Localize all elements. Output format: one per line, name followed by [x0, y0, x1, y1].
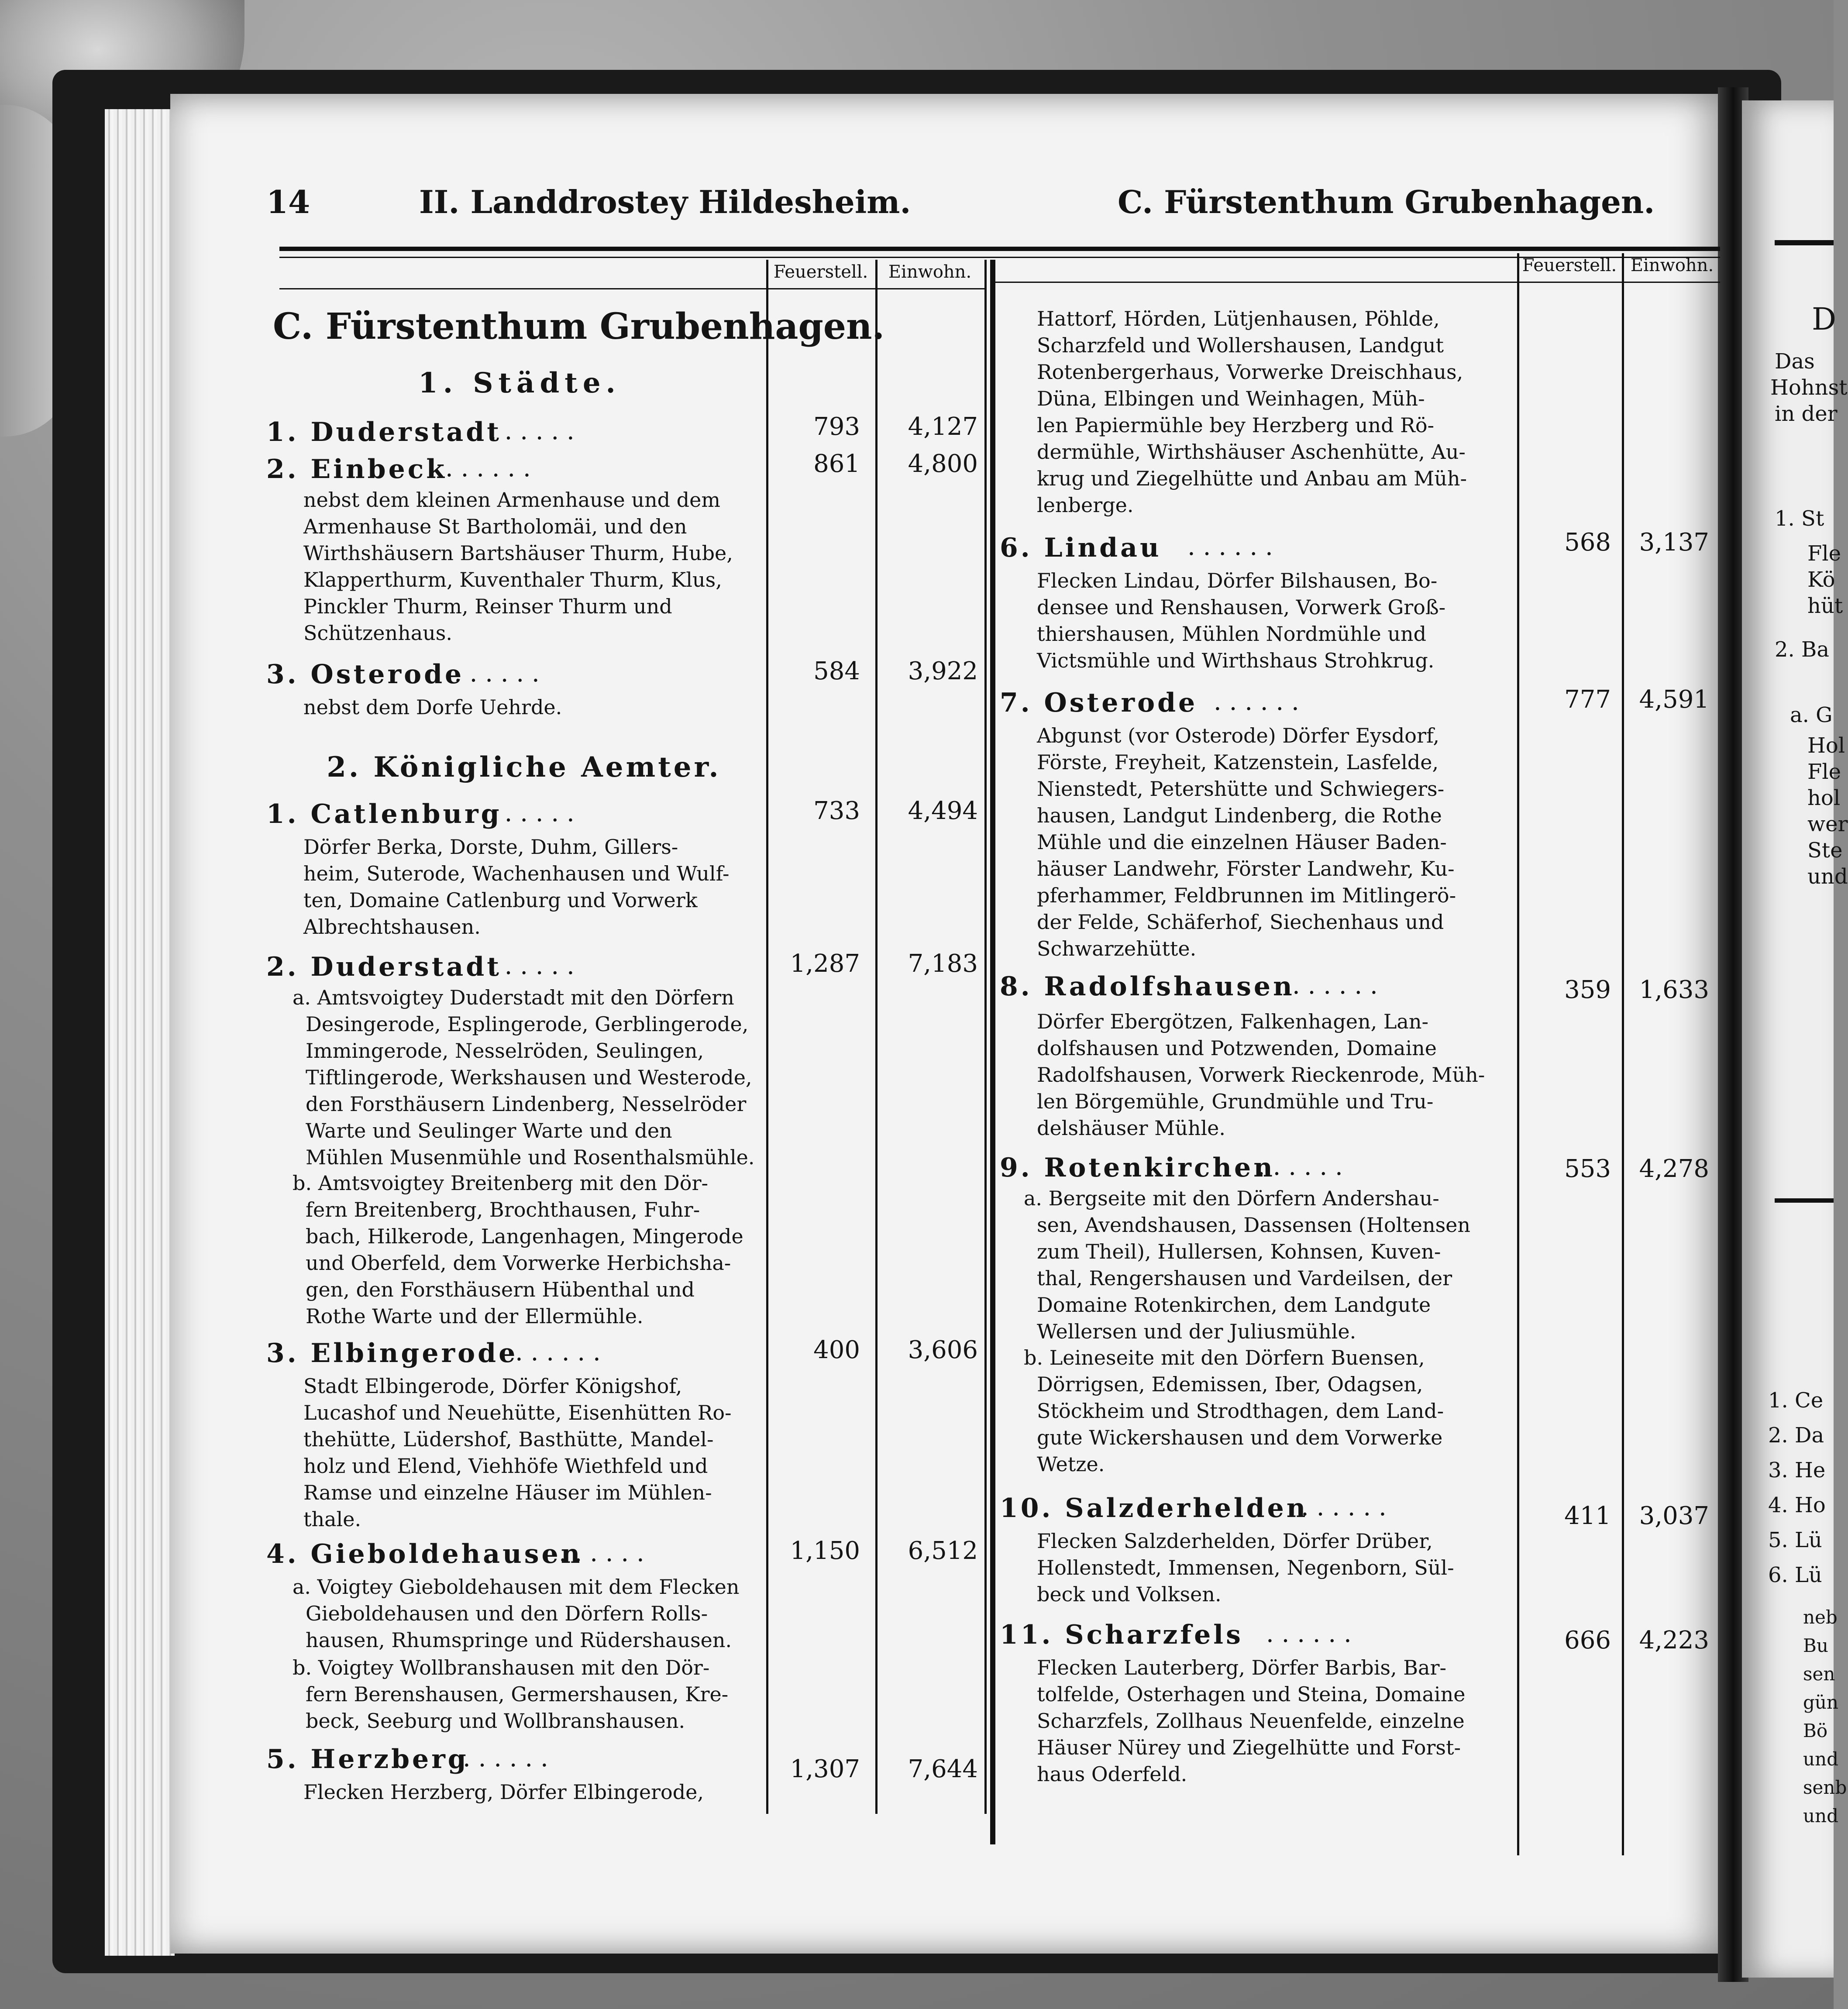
- entry-label: 9. Rotenkirchen: [1000, 1152, 1275, 1183]
- leader-dots: . . . . . .: [1187, 533, 1273, 561]
- leader-dots: . . . . . .: [1301, 1493, 1387, 1521]
- entry-label: 6. Lindau: [1000, 533, 1162, 563]
- desc-line: len Börgemühle, Grundmühle und Tru-: [1037, 1090, 1434, 1113]
- desc-line: Klapperthurm, Kuventhaler Thurm, Klus,: [303, 568, 722, 592]
- desc-line: haus Oderfeld.: [1037, 1762, 1187, 1786]
- top-rule-thin: [279, 257, 1720, 258]
- entry-description: [1037, 1528, 1508, 1608]
- desc-line: bach, Hilkerode, Langenhagen, Mingerode: [306, 1225, 743, 1248]
- desc-line: Radolfshausen, Vorwerk Rieckenrode, Müh-: [1037, 1063, 1485, 1087]
- desc-line: pferhammer, Feldbrunnen im Mitlingerö-: [1037, 884, 1456, 907]
- desc-line: Mühle und die einzelnen Häuser Baden-: [1037, 830, 1447, 854]
- desc-line: Flecken Herzberg, Dörfer Elbingerode,: [303, 1780, 704, 1804]
- feuerstellen-value: 777: [1564, 685, 1611, 714]
- desc-line: Häuser Nürey und Ziegelhütte und Forst-: [1037, 1736, 1461, 1759]
- feuerstellen-value: 400: [813, 1336, 860, 1364]
- next-page-line: und: [1803, 1748, 1838, 1770]
- desc-line: der Felde, Schäferhof, Siechenhaus und: [1037, 910, 1444, 934]
- leader-dots: . . . . . .: [463, 1744, 548, 1772]
- desc-line: dolfshausen und Potzwenden, Domaine: [1037, 1036, 1437, 1060]
- sub-entry-a: [293, 984, 760, 1171]
- desc-line: densee und Renshausen, Vorwerk Groß-: [1037, 595, 1446, 619]
- next-page-line: 6. Lü: [1768, 1563, 1822, 1587]
- entry-description: [303, 1779, 760, 1806]
- next-page-rule-2: [1775, 1198, 1834, 1203]
- col-einwohn-left: Einwohn.: [888, 262, 972, 282]
- desc-line: heim, Suterode, Wachenhausen und Wulf-: [303, 862, 730, 885]
- desc-line: dermühle, Wirthshäuser Aschenhütte, Au-: [1037, 440, 1466, 464]
- desc-line: a. Amtsvoigtey Duderstadt mit den Dörfern: [293, 986, 734, 1009]
- desc-line: Dörrigsen, Edemissen, Iber, Odagsen,: [1037, 1373, 1423, 1396]
- desc-line: Albrechtshausen.: [303, 915, 481, 939]
- next-page-line: gün: [1803, 1692, 1838, 1713]
- next-page-line: 4. Ho: [1768, 1493, 1826, 1517]
- leader-dots: . . . . . .: [489, 799, 575, 827]
- feuerstellen-value: 568: [1564, 528, 1611, 557]
- einwohner-value: 7,183: [908, 949, 978, 978]
- desc-line: gute Wickershausen und dem Vorwerke: [1037, 1426, 1443, 1449]
- desc-line: Schützenhaus.: [303, 621, 453, 645]
- entry-description: [1037, 1655, 1508, 1788]
- feuerstellen-value: 861: [813, 450, 860, 478]
- vrule-2: [875, 260, 878, 1814]
- entry-label: 1. Duderstadt: [266, 417, 502, 447]
- next-page-line: Fle: [1807, 760, 1841, 784]
- next-page-line: und: [1807, 864, 1848, 889]
- desc-line: a. Bergseite mit den Dörfern Andershau-: [1024, 1187, 1439, 1210]
- next-page-line: Kö: [1807, 568, 1835, 592]
- top-rule: [279, 247, 1720, 251]
- desc-line: nebst dem kleinen Armenhause und dem: [303, 488, 720, 512]
- desc-line: Pinckler Thurm, Reinser Thurm und: [303, 595, 672, 618]
- col-feuerstell-left: Feuerstell.: [773, 262, 868, 282]
- desc-line: fern Breitenberg, Brochthausen, Fuhr-: [306, 1198, 700, 1221]
- desc-line: fern Berenshausen, Germershausen, Kre-: [306, 1682, 729, 1706]
- desc-line: Victsmühle und Wirthshaus Strohkrug.: [1037, 649, 1435, 672]
- vrule-center: [990, 260, 995, 1844]
- desc-line: b. Amtsvoigtey Breitenberg mit den Dör-: [293, 1171, 709, 1195]
- desc-line: Nienstedt, Petershütte und Schwiegers-: [1037, 777, 1445, 801]
- entry-description-continued: [1037, 306, 1508, 519]
- sub-entry-a: [1024, 1185, 1508, 1345]
- head-rule-right: [995, 282, 1720, 283]
- desc-line: sen, Avendshausen, Dassensen (Holtensen: [1037, 1213, 1471, 1237]
- feuerstellen-value: 1,307: [790, 1755, 860, 1783]
- next-page-line: 3. He: [1768, 1458, 1826, 1483]
- einwohner-value: 4,494: [908, 797, 978, 825]
- desc-line: Rotenbergerhaus, Vorwerke Dreischhaus,: [1037, 360, 1463, 384]
- next-page-line: Bu: [1803, 1635, 1828, 1656]
- desc-line: nebst dem Dorfe Uehrde.: [303, 695, 562, 719]
- desc-line: krug und Ziegelhütte und Anbau am Müh-: [1037, 467, 1467, 490]
- einwohner-value: 4,278: [1639, 1155, 1709, 1183]
- desc-line: Düna, Elbingen und Weinhagen, Müh-: [1037, 387, 1425, 410]
- desc-line: len Papiermühle bey Herzberg und Rö-: [1037, 413, 1435, 437]
- entry-label: 5. Herzberg: [266, 1744, 469, 1775]
- next-page-line: Das: [1775, 349, 1815, 374]
- desc-line: Wetze.: [1037, 1452, 1105, 1476]
- desc-line: Wirthshäusern Bartshäuser Thurm, Hube,: [303, 541, 733, 565]
- desc-line: tolfelde, Osterhagen und Steina, Domaine: [1037, 1682, 1466, 1706]
- desc-line: Warte und Seulinger Warte und den: [306, 1119, 672, 1142]
- vrule-5: [1622, 253, 1624, 1855]
- desc-line: Ramse und einzelne Häuser im Mühlen-: [303, 1481, 712, 1504]
- desc-line: Stadt Elbingerode, Dörfer Königshof,: [303, 1374, 682, 1398]
- desc-line: Flecken Lauterberg, Dörfer Barbis, Bar-: [1037, 1656, 1447, 1679]
- desc-line: hausen, Rhumspringe und Rüdershausen.: [306, 1628, 732, 1652]
- entry-description: [1037, 722, 1508, 962]
- einwohner-value: 6,512: [908, 1537, 978, 1565]
- einwohner-value: 4,591: [1639, 685, 1709, 714]
- page-edges: [105, 109, 175, 1956]
- desc-line: thehütte, Lüdershof, Basthütte, Mandel-: [303, 1428, 714, 1451]
- next-page-line: in der: [1775, 402, 1838, 426]
- entry-label: 4. Gieboldehausen: [266, 1539, 583, 1569]
- col-feuerstell-right: Feuerstell.: [1522, 255, 1617, 275]
- right-running-head: C. Fürstenthum Grubenhagen.: [1118, 183, 1655, 220]
- leader-dots: . . . . . .: [1257, 1152, 1343, 1181]
- sub-entry-a: [293, 1574, 760, 1654]
- leader-dots: . . . . . .: [489, 417, 575, 445]
- desc-line: Scharzfels, Zollhaus Neuenfelde, einzelne: [1037, 1709, 1465, 1733]
- desc-line: Dörfer Ebergötzen, Falkenhagen, Lan-: [1037, 1010, 1428, 1033]
- desc-line: Scharzfeld und Wollershausen, Landgut: [1037, 334, 1444, 357]
- section-title: C. Fürstenthum Grubenhagen.: [273, 306, 885, 347]
- desc-line: Domaine Rotenkirchen, dem Landgute: [1037, 1293, 1431, 1317]
- desc-line: Flecken Lindau, Dörfer Bilshausen, Bo-: [1037, 569, 1438, 592]
- desc-line: lenberge.: [1037, 493, 1134, 517]
- desc-line: holz und Elend, Viehhöfe Wiethfeld und: [303, 1454, 708, 1478]
- desc-line: Abgunst (vor Osterode) Dörfer Eysdorf,: [1037, 724, 1439, 747]
- desc-line: Förste, Freyheit, Katzenstein, Lasfelde,: [1037, 750, 1439, 774]
- feuerstellen-value: 411: [1564, 1502, 1611, 1530]
- next-page-line: Hohnst: [1770, 375, 1848, 400]
- desc-line: hausen, Landgut Lindenberg, die Rothe: [1037, 804, 1442, 827]
- leader-dots: . . . . . .: [1214, 688, 1299, 716]
- entry-description: [1037, 568, 1508, 674]
- desc-line: Schwarzehütte.: [1037, 937, 1197, 960]
- next-page-line: neb: [1803, 1607, 1838, 1628]
- desc-line: delshäuser Mühle.: [1037, 1116, 1226, 1140]
- feuerstellen-value: 1,150: [790, 1537, 860, 1565]
- desc-line: beck, Seeburg und Wollbranshausen.: [306, 1709, 685, 1733]
- feuerstellen-value: 553: [1564, 1155, 1611, 1183]
- entry-description: [303, 694, 760, 721]
- entry-description: [303, 834, 760, 940]
- desc-line: b. Leineseite mit den Dörfern Buensen,: [1024, 1346, 1425, 1369]
- desc-line: thiershausen, Mühlen Nordmühle und: [1037, 622, 1427, 646]
- sub-entry-b: [293, 1170, 760, 1330]
- desc-line: und Oberfeld, dem Vorwerke Herbichsha-: [306, 1251, 731, 1275]
- head-rule-left: [279, 288, 987, 289]
- leader-dots: . . . . . .: [489, 952, 575, 980]
- desc-line: zum Theil), Hullersen, Kohnsen, Kuven-: [1037, 1240, 1441, 1263]
- vrule-4: [1517, 253, 1519, 1855]
- next-page-line: 1. St: [1775, 506, 1824, 531]
- sub-entry-b: [1024, 1345, 1508, 1478]
- vrule-3: [984, 260, 987, 1814]
- feuerstellen-value: 793: [813, 413, 860, 441]
- next-page-line: Bö: [1803, 1720, 1828, 1741]
- page-number: 14: [266, 183, 310, 220]
- entry-label: 3. Osterode: [266, 659, 465, 690]
- next-page-line: a. G: [1790, 703, 1833, 727]
- desc-line: Desingerode, Esplingerode, Gerblingerode,: [306, 1012, 749, 1036]
- desc-line: ten, Domaine Catlenburg und Vorwerk: [303, 888, 698, 912]
- section-staedte: 1. Städte.: [418, 367, 621, 399]
- entry-description: [303, 1373, 760, 1533]
- desc-line: Gieboldehausen und den Dörfern Rolls-: [306, 1602, 708, 1625]
- desc-line: beck und Volksen.: [1037, 1582, 1222, 1606]
- next-page-line: 5. Lü: [1768, 1528, 1822, 1552]
- left-running-head: II. Landdrostey Hildesheim.: [419, 183, 911, 220]
- desc-line: Mühlen Musenmühle und Rosenthalsmühle.: [306, 1146, 755, 1169]
- entry-description: [303, 487, 760, 647]
- sub-entry-b: [293, 1655, 760, 1734]
- entry-label: 2. Einbeck: [266, 454, 447, 485]
- desc-line: Immingerode, Nesselröden, Seulingen,: [306, 1039, 704, 1063]
- next-page-line: senb: [1803, 1777, 1847, 1798]
- einwohner-value: 3,922: [908, 657, 978, 685]
- vrule-1: [766, 260, 768, 1814]
- desc-line: häuser Landwehr, Förster Landwehr, Ku-: [1037, 857, 1455, 881]
- section-aemter: 2. Königliche Aemter.: [327, 751, 721, 784]
- next-page-line: und: [1803, 1805, 1838, 1827]
- entry-label: 11. Scharzfels: [1000, 1620, 1243, 1650]
- next-page-line: wer: [1807, 812, 1848, 836]
- next-page-line: sen: [1803, 1663, 1835, 1685]
- desc-line: den Forsthäusern Lindenberg, Nesselröder: [306, 1092, 747, 1116]
- next-page-line: Hol: [1807, 733, 1845, 758]
- next-page-rule: [1775, 240, 1834, 245]
- next-page-head: D: [1812, 301, 1837, 337]
- einwohner-value: 3,606: [908, 1336, 978, 1364]
- next-page-line: 2. Da: [1768, 1423, 1824, 1448]
- desc-line: thale.: [303, 1507, 361, 1531]
- einwohner-value: 3,037: [1639, 1502, 1709, 1530]
- next-page-line: Fle: [1807, 541, 1841, 566]
- entry-label: 7. Osterode: [1000, 688, 1198, 718]
- einwohner-value: 1,633: [1639, 976, 1709, 1004]
- desc-line: Dörfer Berka, Dorste, Duhm, Gillers-: [303, 835, 678, 859]
- desc-line: Flecken Salzderhelden, Dörfer Drüber,: [1037, 1529, 1433, 1553]
- desc-line: gen, den Forsthäusern Hübenthal und: [306, 1278, 695, 1301]
- entry-label: 8. Radolfshausen: [1000, 971, 1295, 1002]
- feuerstellen-value: 584: [813, 657, 860, 685]
- entry-description: [1037, 1008, 1508, 1142]
- desc-line: Tiftlingerode, Werkshausen und Westerode,: [306, 1066, 752, 1089]
- feuerstellen-value: 1,287: [790, 949, 860, 978]
- next-page-line: 2. Ba: [1775, 637, 1829, 662]
- next-page-line: 1. Ce: [1768, 1388, 1824, 1413]
- einwohner-value: 4,800: [908, 450, 978, 478]
- feuerstellen-value: 733: [813, 797, 860, 825]
- leader-dots: . . . . . .: [1266, 1620, 1352, 1648]
- feuerstellen-value: 359: [1564, 976, 1611, 1004]
- col-einwohn-right: Einwohn.: [1630, 255, 1714, 275]
- desc-line: Wellersen und der Juliusmühle.: [1037, 1320, 1356, 1343]
- einwohner-value: 4,127: [908, 413, 978, 441]
- leader-dots: . . . . . .: [515, 1338, 601, 1366]
- desc-line: thal, Rengershausen und Vardeilsen, der: [1037, 1266, 1452, 1290]
- leader-dots: . . . . . .: [1292, 971, 1378, 1000]
- desc-line: b. Voigtey Wollbranshausen mit den Dör-: [293, 1656, 710, 1679]
- feuerstellen-value: 666: [1564, 1626, 1611, 1655]
- desc-line: Stöckheim und Strodthagen, dem Land-: [1037, 1399, 1444, 1423]
- einwohner-value: 3,137: [1639, 528, 1709, 557]
- einwohner-value: 4,223: [1639, 1626, 1709, 1655]
- next-page-line: Ste: [1807, 838, 1843, 863]
- desc-line: Hollenstedt, Immensen, Negenborn, Sül-: [1037, 1556, 1454, 1579]
- leader-dots: . . . . . .: [559, 1539, 644, 1567]
- next-page-line: hüt: [1807, 594, 1843, 618]
- desc-line: Hattorf, Hörden, Lütjenhausen, Pöhlde,: [1037, 307, 1440, 330]
- leader-dots: . . . . . .: [454, 659, 540, 688]
- entry-label: 3. Elbingerode: [266, 1338, 518, 1369]
- entry-label: 10. Salzderhelden: [1000, 1493, 1308, 1524]
- desc-line: Armenhause St Bartholomäi, und den: [303, 515, 687, 538]
- desc-line: Lucashof und Neuehütte, Eisenhütten Ro-: [303, 1401, 732, 1424]
- desc-line: Rothe Warte und der Ellermühle.: [306, 1304, 644, 1328]
- leader-dots: . . . . . .: [445, 454, 531, 482]
- desc-line: a. Voigtey Gieboldehausen mit dem Flecken: [293, 1575, 740, 1599]
- entry-label: 1. Catlenburg: [266, 799, 502, 829]
- einwohner-value: 7,644: [908, 1755, 978, 1783]
- entry-label: 2. Duderstadt: [266, 952, 502, 982]
- next-page-line: hol: [1807, 786, 1841, 810]
